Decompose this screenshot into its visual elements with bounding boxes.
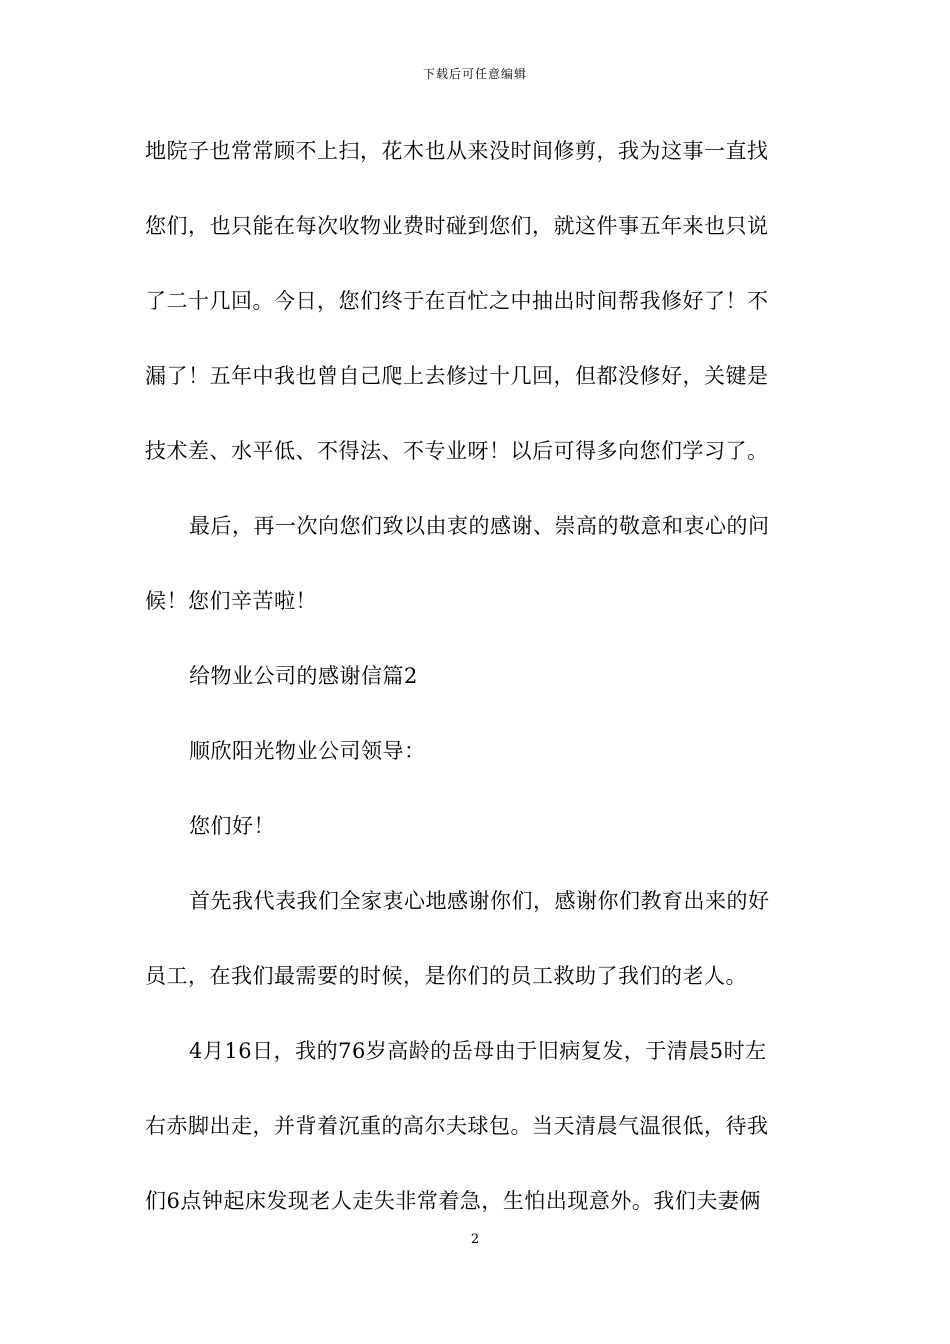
document-body [145, 125, 807, 1250]
text-line: 们6点钟起床发现老人走失非常着急，生怕出现意外。我们夫妻俩 [145, 1189, 761, 1213]
page-number: 2 [470, 1232, 480, 1247]
text-line: 候！您们辛苦啦！ [145, 589, 317, 613]
section-title: 给物业公司的感谢信篇2 [189, 664, 418, 688]
text-line: 员工，在我们最需要的时候，是你们的员工救助了我们的老人。 [145, 964, 747, 988]
page-header: 下载后可任意编辑 [422, 67, 527, 81]
text-line: 您们，也只能在每次收物业费时碰到您们，就这件事五年来也只说 [145, 214, 769, 238]
text-line: 漏了！五年中我也曾自己爬上去修过十几回，但都没修好，关键是 [145, 364, 769, 388]
text-line: 4月16日，我的76岁高龄的岳母由于旧病复发，于清晨5时左 [189, 1039, 767, 1063]
greeting-line: 您们好！ [189, 814, 275, 838]
text-line: 地院子也常常顾不上扫，花木也从来没时间修剪，我为这事一直找 [145, 139, 769, 163]
text-line: 右赤脚出走，并背着沉重的高尔夫球包。当天清晨气温很低，待我 [145, 1114, 769, 1138]
salutation-line: 顺欣阳光物业公司领导： [189, 739, 426, 763]
text-line: 首先我代表我们全家衷心地感谢你们，感谢你们教育出来的好 [189, 889, 770, 913]
text-line: 了二十几回。今日，您们终于在百忙之中抽出时间帮我修好了！不 [145, 289, 769, 313]
text-line: 技术差、水平低、不得法、不专业呀！以后可得多向您们学习了。 [145, 439, 769, 463]
text-line: 最后，再一次向您们致以由衷的感谢、崇高的敬意和衷心的问 [189, 514, 770, 538]
